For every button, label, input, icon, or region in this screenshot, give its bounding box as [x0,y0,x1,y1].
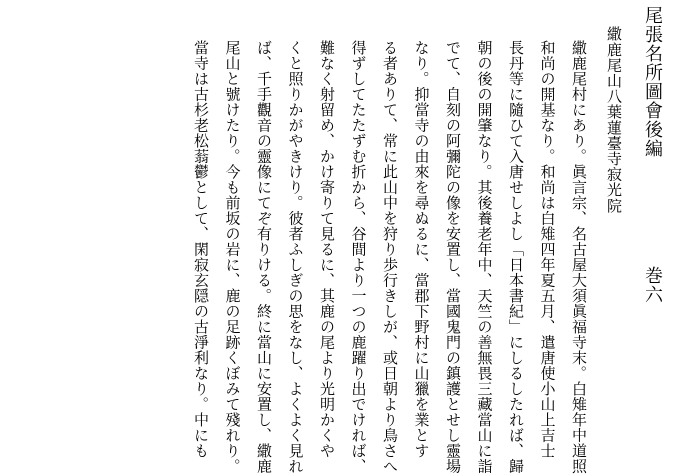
volume-label: 巻六 [642,266,663,304]
body-column-3: 長丹等に隨ひて入唐せしよし「日本書紀」にしるしたれば、歸 [507,40,525,474]
body-column-5: でて、自刻の阿彌陀の像を安置し、當國鬼門の鎮護とせし靈場 [444,40,462,474]
body-column-1: 繖鹿尾村にあり。眞言宗、名古屋大須眞福寺末。白雉年中道照 [570,40,588,474]
body-column-6: なり。抑當寺の由來を尋ぬるに、當郡下野村に山獵を業とす [412,40,431,459]
body-text [34,40,594,474]
body-column-11: ば、千手觀音の靈像にてぞ有りける。終に當山に安置し、繖鹿 [255,40,273,474]
body-column-12: 尾山と號けたり。今も前坂の岩に、鹿の足跡くぼみて殘れり。 [223,40,242,474]
body-column-2: 和尚の開基なり。和尚は白雉四年夏五月、遣唐使小山上吉士 [538,40,557,459]
section-heading: 繖鹿尾山八葉蓮臺寺寂光院 [605,26,623,214]
body-column-7: る者ありて、常に此山中を狩り歩行きしが、或日朝より鳥さへ [381,40,399,474]
body-column-13: 當寺は古杉老松蓊鬱として、閑寂玄隠の古淨利なり。中にも [192,40,210,459]
book-title: 尾張名所圖會後編 [642,6,663,158]
body-column-4: 朝の後の開肇なり。其後養老年中、天竺の善無畏三藏當山に詣 [475,40,494,474]
body-column-9: 難なく射留め、かけ寄りて見るに、其鹿の尾より光明かくや [318,40,336,459]
body-column-10: くと照りかがやきけり。彼者ふしぎの思をなし、よくよく見れ [286,40,305,474]
body-column-8: 得ずしてたたずむ折から、谷間より一つの鹿躍り出でければ、 [349,40,368,474]
header-column [637,6,667,468]
